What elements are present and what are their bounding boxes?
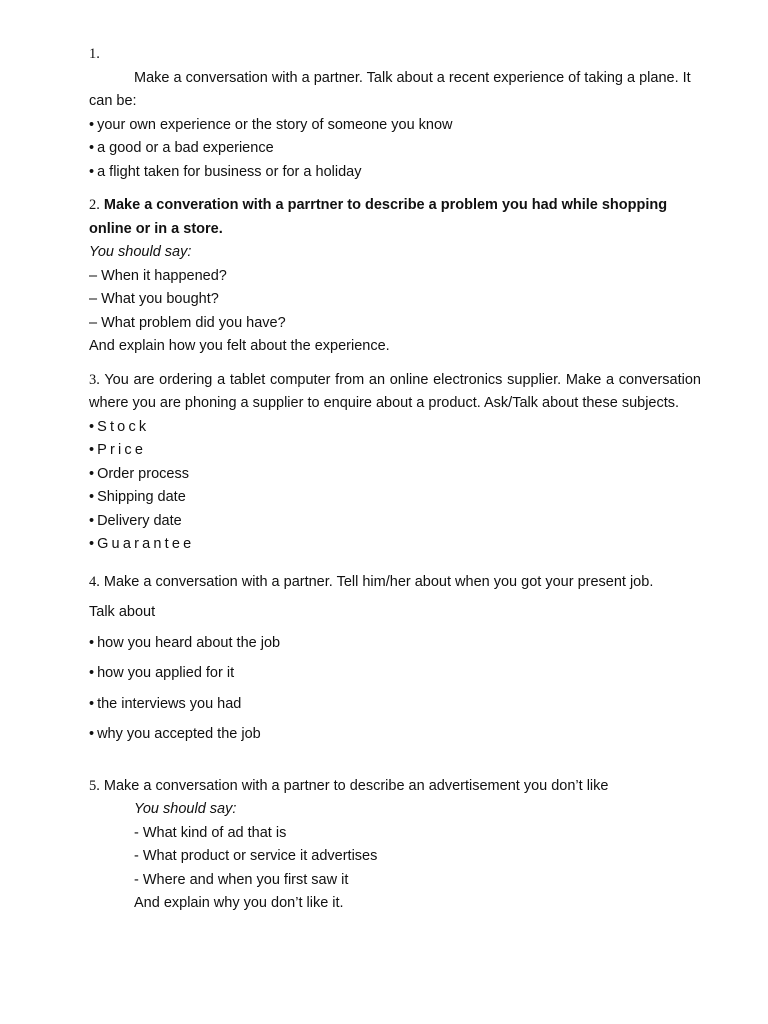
- section-4-bullet-text: how you applied for it: [97, 665, 235, 681]
- section-1-bullet-text: your own experience or the story of someone you know: [97, 116, 453, 133]
- bullet-icon: •: [89, 442, 95, 458]
- bullet-icon: •: [89, 418, 95, 435]
- bullet-icon: •: [89, 536, 95, 552]
- section-5-should-say: You should say:: [134, 801, 237, 817]
- section-1-bullet: [89, 137, 701, 161]
- bullet-icon: •: [89, 665, 95, 681]
- section-1-intro-text: Make a conversation with a partner. Talk about a recent experience of taking a plane. It can be:: [89, 69, 691, 109]
- section-4-bullet: [89, 658, 701, 689]
- section-3-bullet: [89, 510, 701, 534]
- section-4-bullet-text: why you accepted the job: [97, 726, 261, 742]
- bullet-icon: •: [89, 116, 95, 133]
- section-3-bullet: [89, 416, 701, 440]
- section-4-bullet-text: the interviews you had: [97, 695, 242, 712]
- section-3-bullet-text: Price: [97, 442, 147, 458]
- section-3-bullet: [89, 439, 701, 463]
- section-3-bullet-text: Guarantee: [97, 536, 195, 552]
- section-3-bullet-text: Shipping date: [97, 489, 186, 505]
- bullet-icon: •: [89, 140, 95, 156]
- section-4-bullet: [89, 628, 701, 659]
- section-1-bullet: [89, 161, 701, 185]
- section-5-item: - Where and when you first saw it: [134, 871, 349, 888]
- section-2-item: – What problem did you have?: [89, 314, 286, 331]
- section-2-number: 2.: [89, 197, 100, 213]
- section-4-talk-about: Talk about: [89, 604, 156, 620]
- section-3-number: 3.: [89, 371, 100, 388]
- section-3-bullet: [89, 486, 701, 510]
- section-1-intro: [89, 67, 701, 114]
- section-5-item: - What kind of ad that is: [134, 824, 287, 841]
- section-5-intro-text: Make a conversation with a partner to describe an advertisement you don’t like: [103, 777, 609, 794]
- section-2-item: – When it happened?: [89, 267, 227, 284]
- section-3: [89, 369, 701, 557]
- bullet-icon: •: [89, 634, 95, 651]
- section-2-should-say: You should say:: [89, 244, 192, 260]
- section-3-bullet: [89, 533, 701, 557]
- section-4-bullet: [89, 689, 701, 720]
- section-5-number: 5.: [89, 777, 100, 794]
- section-5-item: - What product or service it advertises: [134, 848, 378, 864]
- section-3-bullet-text: Delivery date: [97, 512, 182, 529]
- section-1: [89, 43, 701, 184]
- section-2-item: – What you bought?: [89, 291, 219, 307]
- section-1-number: 1.: [89, 46, 100, 62]
- section-1-bullet-text: a good or a bad experience: [97, 140, 274, 156]
- section-4-intro-text: Make a conversation with a partner. Tell him/her about when you got your present job.: [103, 573, 654, 590]
- section-3-bullet-text: Stock: [97, 418, 150, 435]
- section-5-intro: [89, 775, 701, 799]
- section-4-bullet: [89, 719, 701, 750]
- bullet-icon: •: [89, 465, 95, 482]
- section-3-intro: [89, 369, 701, 416]
- section-3-bullet: [89, 463, 701, 487]
- document-page: [89, 43, 701, 916]
- section-4: [89, 567, 701, 750]
- bullet-icon: •: [89, 726, 95, 742]
- section-1-bullet: [89, 114, 701, 138]
- section-2: [89, 194, 701, 359]
- bullet-icon: •: [89, 695, 95, 712]
- section-1-bullet-text: a flight taken for business or for a holiday: [97, 163, 362, 180]
- bullet-icon: •: [89, 163, 95, 180]
- section-3-intro-text: You are ordering a tablet computer from an online electronics supplier. Make a conversation where you are phoning a supplier to enquire about a product. Ask/Talk about these subjects.: [89, 371, 701, 411]
- bullet-icon: •: [89, 489, 95, 505]
- section-5-explain: And explain why you don’t like it.: [134, 895, 344, 911]
- section-4-bullet-text: how you heard about the job: [97, 634, 281, 651]
- section-2-title: [89, 194, 701, 241]
- bullet-icon: •: [89, 512, 95, 529]
- section-5: [89, 775, 701, 916]
- section-3-bullet-text: Order process: [97, 465, 189, 482]
- section-4-intro: [89, 567, 701, 598]
- section-2-explain: And explain how you felt about the experience.: [89, 338, 390, 354]
- section-4-number: 4.: [89, 573, 100, 590]
- section-2-title-text: Make a converation with a parrtner to describe a problem you had while shopping online or in a store.: [89, 197, 668, 237]
